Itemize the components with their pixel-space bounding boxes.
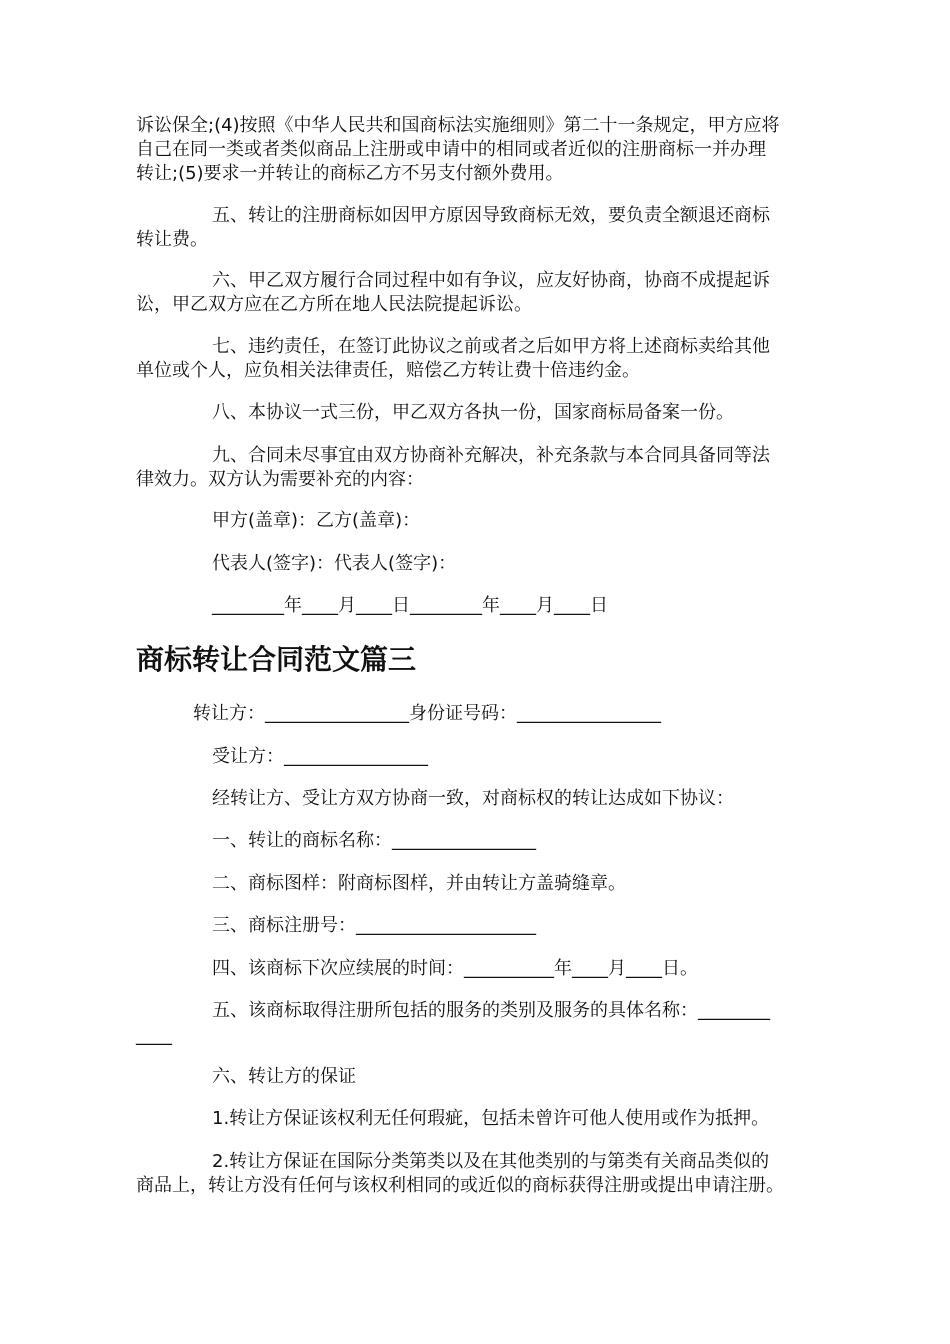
text-line: 2.转让方保证在国际分类第类以及在其他类别的与第类有关商品类似的 [212, 1151, 770, 1172]
text-line: 讼，甲乙双方应在乙方所在地人民法院提起诉讼。 [136, 294, 532, 315]
transferor-line: 转让方：________________身份证号码：________________ [193, 703, 661, 724]
text-line: 转让费。 [136, 229, 208, 250]
text-line: 六、甲乙双方履行合同过程中如有争议，应友好协商，协商不成提起诉 [212, 270, 770, 291]
section-title: 商标转让合同范文篇三 [136, 643, 417, 676]
signature-line: 代表人(签字)：代表人(签字)： [212, 553, 457, 574]
item-warranty-heading: 六、转让方的保证 [212, 1066, 356, 1087]
clause-8: 八、本协议一式三份，甲乙双方各执一份，国家商标局备案一份。 [212, 402, 734, 423]
text-line: ____ [136, 1025, 172, 1046]
date-line: ________年____月____日________年____月____日 [212, 595, 608, 616]
text-line: 七、违约责任，在签订此协议之前或者之后如甲方将上述商标卖给其他 [212, 336, 770, 357]
agreement-intro: 经转让方、受让方双方协商一致，对商标权的转让达成如下协议： [212, 788, 734, 809]
text-line: 单位或个人，应负相关法律责任，赔偿乙方转让费十倍违约金。 [136, 360, 640, 381]
text-line: 转让;(5)要求一并转让的商标乙方不另支付额外费用。 [136, 163, 564, 184]
item-registration-number: 三、商标注册号：____________________ [212, 915, 536, 936]
text-line: 诉讼保全;(4)按照《中华人民共和国商标法实施细则》第二十一条规定，甲方应将 [136, 115, 780, 136]
item-renewal-date: 四、该商标下次应续展的时间：__________年____月____日。 [212, 958, 698, 979]
item-trademark-pattern: 二、商标图样：附商标图样，并由转让方盖骑缝章。 [212, 873, 626, 894]
text-line: 五、转让的注册商标如因甲方原因导致商标无效，要负责全额退还商标 [212, 205, 770, 226]
text-line: 律效力。双方认为需要补充的内容： [136, 469, 424, 490]
text-line: 自己在同一类或者类似商品上注册或申请中的相同或者近似的注册商标一并办理 [136, 139, 766, 160]
warranty-1: 1.转让方保证该权利无任何瑕疵，包括未曾许可他人使用或作为抵押。 [212, 1108, 770, 1129]
item-trademark-name: 一、转让的商标名称：________________ [212, 830, 536, 851]
text-line: 五、该商标取得注册所包括的服务的类别及服务的具体名称：________ [212, 1000, 770, 1021]
seal-line: 甲方(盖章)：乙方(盖章)： [212, 510, 421, 531]
text-line: 九、合同未尽事宜由双方协商补充解决，补充条款与本合同具备同等法 [212, 445, 770, 466]
text-line: 商品上，转让方没有任何与该权利相同的或近似的商标获得注册或提出申请注册。 [136, 1175, 784, 1196]
transferee-line: 受让方：________________ [212, 746, 428, 767]
